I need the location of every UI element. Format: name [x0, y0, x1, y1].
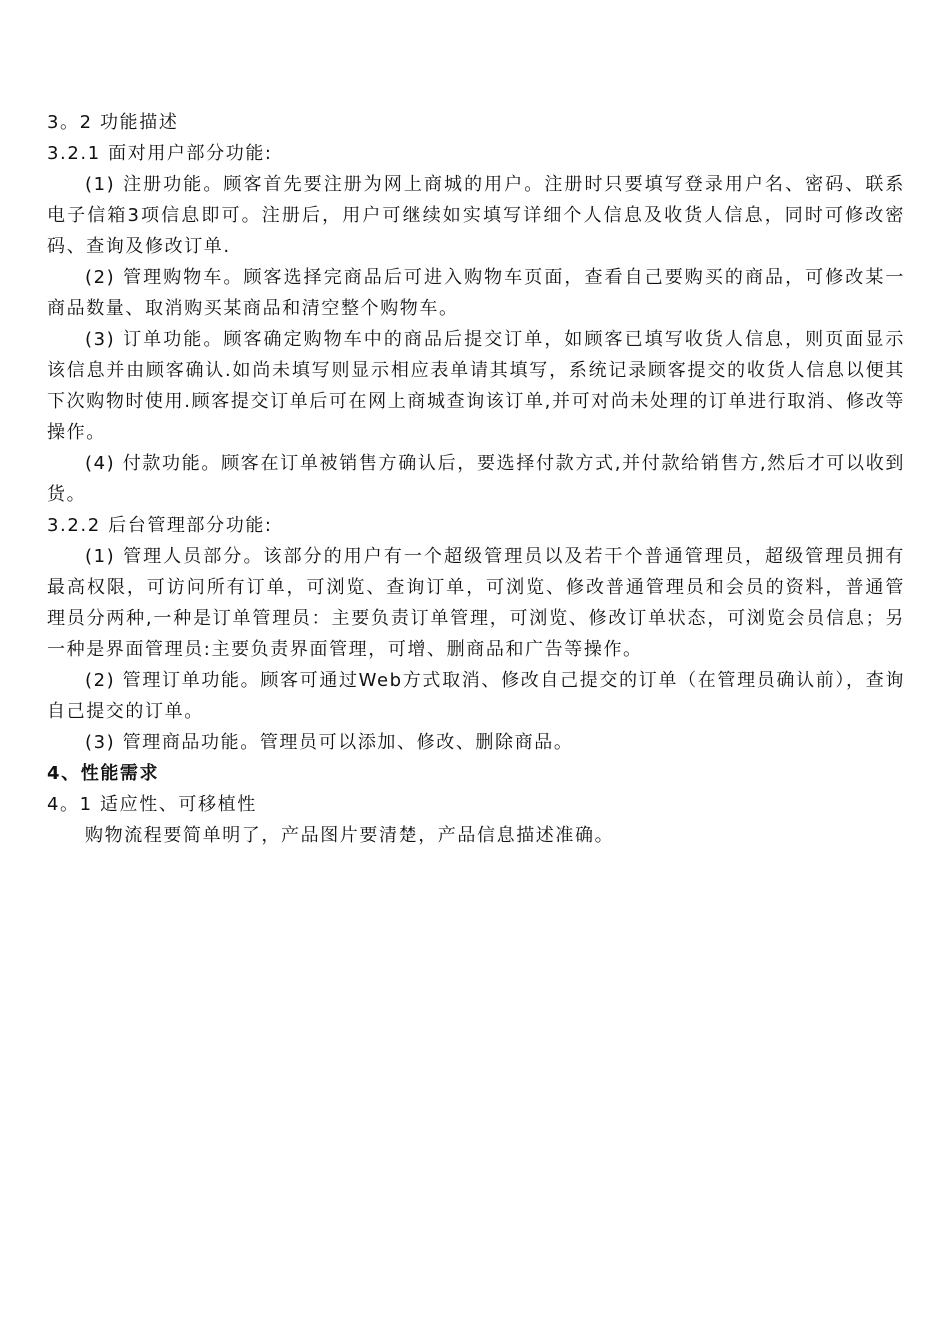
subsection-heading-4-1: 4。1 适应性、可移植性 [47, 794, 257, 815]
paragraph-cart: (2) 管理购物车。顾客选择完商品后可进入购物车页面，查看自己要购买的商品，可修改某一商品数量、取消购买某商品和清空整个购物车。 [47, 267, 905, 319]
paragraph-admin-products: (3) 管理商品功能。管理员可以添加、修改、删除商品。 [85, 732, 574, 753]
paragraph-admin-orders: (2) 管理订单功能。顾客可通过Web方式取消、修改自己提交的订单（在管理员确认前），查询自己提交的订单。 [47, 670, 905, 722]
paragraph-admin-staff: (1) 管理人员部分。该部分的用户有一个超级管理员以及若干个普通管理员，超级管理员拥有最高权限，可访问所有订单，可浏览、查询订单，可浏览、修改普通管理员和会员的资料，普通管理员分两种,一种是订单管理员：主要负责订单管理，可浏览、修改订单状态，可浏览会员信息；另一种是界面管理员:主要负责界面管理，可增、删商品和广告等操作。 [47, 546, 905, 660]
section-heading-4: 4、性能需求 [47, 763, 160, 784]
subsection-heading-3-2-1: 3.2.1 面对用户部分功能: [47, 143, 273, 164]
document-body [47, 107, 905, 851]
paragraph-payment: (4) 付款功能。顾客在订单被销售方确认后，要选择付款方式,并付款给销售方,然后才可以收到货。 [47, 453, 905, 505]
paragraph-order: (3) 订单功能。顾客确定购物车中的商品后提交订单，如顾客已填写收货人信息，则页面显示该信息并由顾客确认.如尚未填写则显示相应表单请其填写，系统记录顾客提交的收货人信息以便其下次购物时使用.顾客提交订单后可在网上商城查询该订单,并可对尚未处理的订单进行取消、修改等操作。 [47, 329, 905, 443]
subsection-heading-3-2-2: 3.2.2 后台管理部分功能: [47, 515, 273, 536]
paragraph-register: (1) 注册功能。顾客首先要注册为网上商城的用户。注册时只要填写登录用户名、密码、联系电子信箱3项信息即可。注册后，用户可继续如实填写详细个人信息及收货人信息，同时可修改密码、查询及修改订单. [47, 174, 905, 257]
section-heading-3-2: 3。2 功能描述 [47, 112, 179, 133]
paragraph-adaptability: 购物流程要简单明了，产品图片要清楚，产品信息描述准确。 [85, 825, 615, 846]
